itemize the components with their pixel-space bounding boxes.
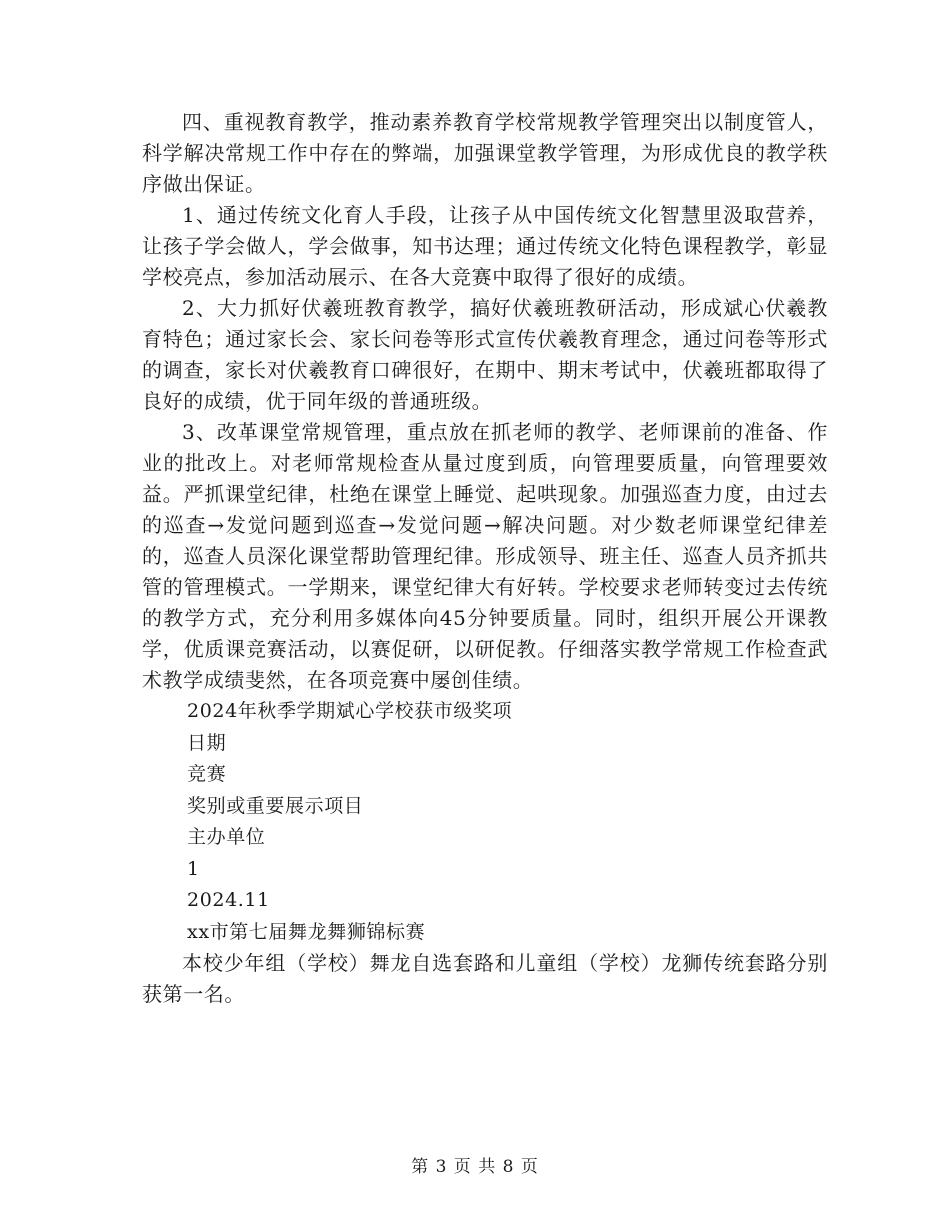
table-row-competition: xx市第七届舞龙舞狮锦标赛 [187, 920, 426, 943]
footer-middle: 页 共 [453, 1157, 497, 1177]
awards-table-title: 2024年秋季学期斌心学校获市级奖项 [187, 700, 513, 722]
table-header-date: 日期 [187, 731, 227, 754]
footer-suffix: 页 [520, 1157, 539, 1177]
paragraph-teaching-management: 四、重视教育教学，推动素养教育学校常规教学管理突出以制度管人，科学解决常规工作中存在的弊端，加强课堂教学管理，为形成优良的教学秩序做出保证。 [142, 110, 828, 196]
table-row-date: 2024.11 [187, 889, 270, 911]
document-page [142, 107, 828, 1010]
table-header-award: 奖别或重要展示项目 [187, 794, 364, 817]
table-header-organizer: 主办单位 [187, 826, 266, 848]
table-row-index: 1 [187, 857, 200, 880]
paragraph-classroom-reform: 3、改革课堂常规管理，重点放在抓老师的教学、老师课前的准备、作业的批改上。对老师常规检查从量过度到质，向管理要质量，向管理要效益。严抓课堂纪律，杜绝在课堂上睡觉、起哄现象。加强巡查力度，由过去的巡查→发觉问题到巡查→发觉问题→解决问题。对少数老师课堂纪律差的，巡查人员深化课堂帮助管理纪律。形成领导、班主任、巡查人员齐抓共管的管理模式。一学期来，课堂纪律大有好转。学校要求老师转变过去传统的教学方式，充分利用多媒体向45分钟要质量。同时，组织开展公开课教学，优质课竞赛活动，以赛促研，以研促教。仔细落实教学常规工作检查武术教学成绩斐然，在各项竞赛中屡创佳绩。 [142, 420, 828, 692]
table-row-award: 本校少年组（学校）舞龙自选套路和儿童组（学校）龙狮传统套路分别获第一名。 [142, 951, 828, 1006]
paragraph-traditional-culture: 1、通过传统文化育人手段，让孩子从中国传统文化智慧里汲取营养，让孩子学会做人，学会做事，知书达理；通过传统文化特色课程教学，彰显学校亮点，参加活动展示、在各大竞赛中取得了很好的成绩。 [142, 203, 828, 289]
footer-prefix: 第 [411, 1157, 430, 1177]
footer-current-page: 3 [435, 1157, 448, 1177]
page-footer [0, 1152, 950, 1177]
table-header-competition: 竞赛 [187, 763, 227, 785]
paragraph-fuxi-class: 2、大力抓好伏羲班教育教学，搞好伏羲班教研活动，形成斌心伏羲教育特色；通过家长会、家长问卷等形式宣传伏羲教育理念，通过问卷等形式的调查，家长对伏羲教育口碑很好，在期中、期末考试中，伏羲班都取得了良好的成绩，优于同年级的普通班级。 [142, 296, 828, 413]
footer-total-pages: 8 [502, 1157, 515, 1177]
